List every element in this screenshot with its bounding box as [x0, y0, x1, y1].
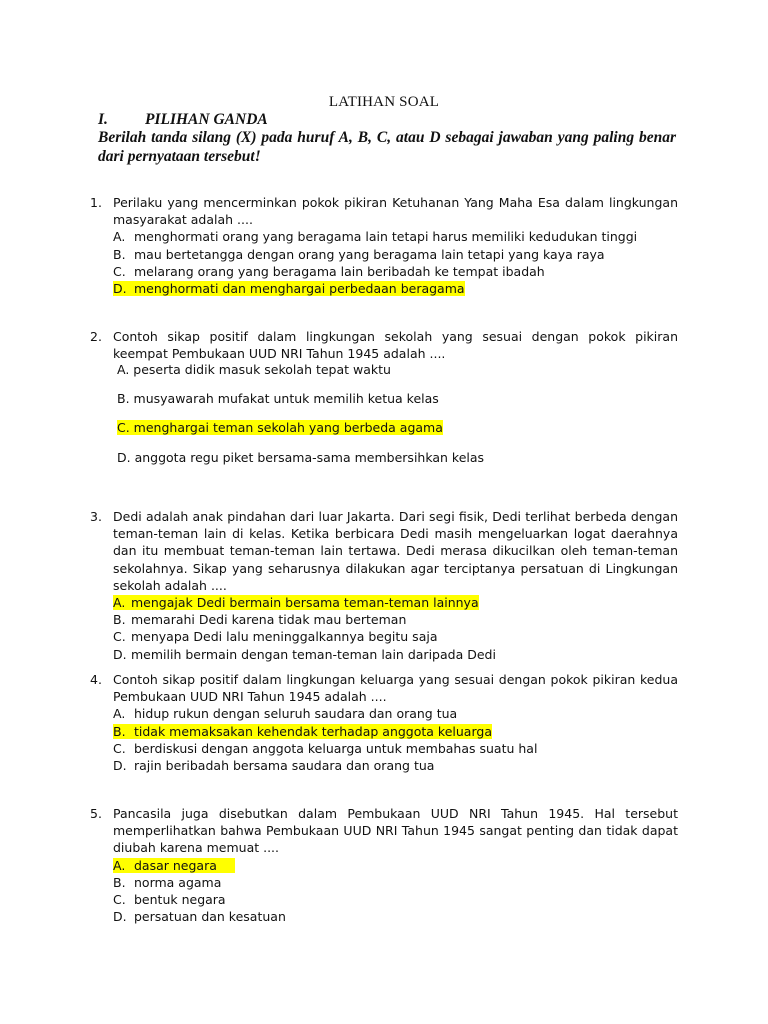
section-title: PILIHAN GANDA [145, 111, 268, 128]
question-2 [90, 328, 678, 362]
option-b: B. memarahi Dedi karena tidak mau berteman [113, 612, 407, 628]
option-a: A. hidup rukun dengan seluruh saudara dan orang tua [113, 706, 458, 722]
answer-highlight: A. mengajak Dedi bermain bersama teman-teman lainnya [113, 595, 479, 611]
question-5 [90, 805, 678, 925]
option-list [113, 705, 678, 774]
option-d: D. rajin beribadah bersama saudara dan orang tua [113, 757, 435, 773]
question-text: Pancasila juga disebutkan dalam Pembukaan UUD NRI Tahun 1945. Hal tersebut memperlihatkan bahwa Pembukaan UUD NRI Tahun 1945 sangat penting dan tidak dapat diubah karena memuat .... [113, 806, 678, 856]
question-text: Contoh sikap positif dalam lingkungan sekolah yang sesuai dengan pokok pikiran keempat Pembukaan UUD NRI Tahun 1945 adalah .... [113, 329, 678, 362]
option-b: B. musyawarah mufakat untuk memilih ketua kelas [117, 391, 439, 406]
option-list [113, 857, 678, 926]
option-a: A. peserta didik masuk sekolah tepat waktu [117, 362, 391, 377]
answer-highlight: A. dasar negara [113, 858, 235, 873]
option-c: C. berdiskusi dengan anggota keluarga untuk membahas suatu hal [113, 740, 538, 756]
option-c: C. menyapa Dedi lalu meninggalkannya begitu saja [113, 629, 438, 645]
question-1 [90, 194, 678, 297]
question-text: Contoh sikap positif dalam lingkungan keluarga yang sesuai dengan pokok pikiran kedua Pembukaan UUD NRI Tahun 1945 adalah .... [113, 672, 678, 705]
option-list [113, 594, 678, 663]
question-number: 4. [90, 672, 102, 687]
option-d-answer [113, 280, 678, 297]
option-b: B. norma agama [113, 874, 222, 890]
option-list [113, 228, 678, 297]
section-number: I. [98, 111, 108, 128]
option-b: B. mau bertetangga dengan orang yang beragama lain tetapi yang kaya raya [113, 246, 605, 262]
option-d: D. persatuan dan kesatuan [113, 909, 286, 925]
question-3 [90, 508, 678, 663]
option-b-answer [113, 723, 678, 740]
question-number: 3. [90, 509, 102, 524]
section-heading [98, 111, 268, 129]
option-d: D. memilih bermain dengan teman-teman lain daripada Dedi [113, 646, 496, 662]
question-number: 5. [90, 806, 102, 821]
answer-highlight: D. menghormati dan menghargai perbedaan beragama [113, 280, 465, 296]
option-c: C. melarang orang yang beragama lain beribadah ke tempat ibadah [113, 263, 545, 279]
option-a-answer [113, 594, 678, 611]
option-a: A. menghormati orang yang beragama lain tetapi harus memiliki kedudukan tinggi [113, 229, 638, 245]
question-text: Perilaku yang mencerminkan pokok pikiran Ketuhanan Yang Maha Esa dalam lingkungan masyarakat adalah .... [113, 195, 678, 228]
instruction-text: Berilah tanda silang (X) pada huruf A, B, C, atau D sebagai jawaban yang paling benar dari pernyataan tersebut! [98, 129, 676, 165]
question-number: 1. [90, 195, 102, 210]
option-c: C. bentuk negara [113, 891, 226, 907]
option-d: D. anggota regu piket bersama-sama membersihkan kelas [117, 450, 485, 465]
question-number: 2. [90, 329, 102, 344]
document-title: LATIHAN SOAL [328, 94, 440, 110]
question-4 [90, 671, 678, 774]
question-text: Dedi adalah anak pindahan dari luar Jakarta. Dari segi fisik, Dedi terlihat berbeda dengan teman-teman lain di kelas. Ketika berbicara Dedi masih mengeluarkan logat daerahnya dan itu membuat teman-teman lain tertawa. Dedi merasa dikucilkan oleh teman-teman sekolahnya. Sikap yang seharusnya dilakukan agar terciptanya persatuan di Lingkungan sekolah adalah .... [113, 509, 678, 593]
option-a-answer [113, 857, 678, 874]
answer-highlight: C. menghargai teman sekolah yang berbeda agama [117, 420, 443, 435]
answer-highlight: B. tidak memaksakan kehendak terhadap anggota keluarga [113, 723, 492, 739]
option-c-answer [117, 420, 443, 435]
